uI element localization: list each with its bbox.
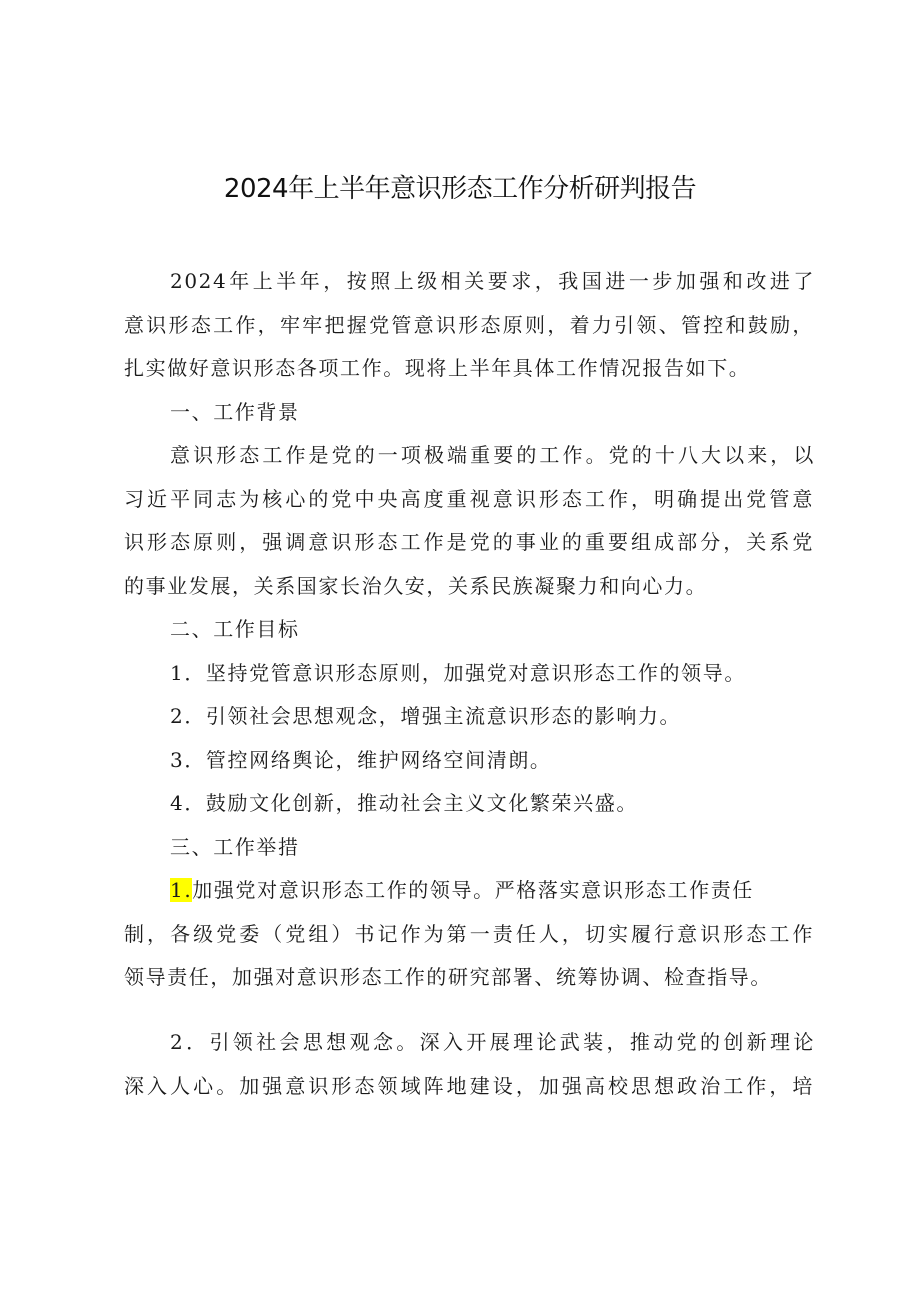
section-heading-measures: 三、工作举措: [170, 835, 300, 859]
measure-item-1-line-3: 领导责任，加强对意识形态工作的研究部署、统筹协调、检查指导。: [124, 965, 772, 989]
document-title: 2024年上半年意识形态工作分析研判报告: [223, 174, 697, 204]
highlighted-number: 1.: [170, 878, 193, 902]
section-heading-background: 一、工作背景: [170, 400, 300, 424]
background-line-3: 识形态原则，强调意识形态工作是党的事业的重要组成部分，关系党: [124, 530, 814, 554]
background-line-4: 的事业发展，关系国家长治久安，关系民族凝聚力和向心力。: [124, 574, 708, 598]
section-heading-goals: 二、工作目标: [170, 617, 300, 641]
measure-item-2-line-1: 2．引领社会思想观念。深入开展理论武装，推动党的创新理论: [170, 1030, 815, 1054]
intro-line-2: 意识形态工作，牢牢把握党管意识形态原则，着力引领、管控和鼓励，: [124, 313, 814, 337]
measure-item-2-line-2: 深入人心。加强意识形态领域阵地建设，加强高校思想政治工作，培: [124, 1074, 814, 1098]
background-line-2: 习近平同志为核心的党中央高度重视意识形态工作，明确提出党管意: [124, 487, 814, 511]
goal-item-4: 4．鼓励文化创新，推动社会主义文化繁荣兴盛。: [170, 791, 638, 815]
measure-item-1-line-2: 制，各级党委（党组）书记作为第一责任人，切实履行意识形态工作: [124, 922, 814, 946]
background-line-1: 意识形态工作是党的一项极端重要的工作。党的十八大以来，以: [170, 443, 815, 467]
measure-item-1-text: 加强党对意识形态工作的领导。严格落实意识形态工作责任: [192, 878, 754, 902]
intro-line-1: 2024年上半年，按照上级相关要求，我国进一步加强和改进了: [170, 269, 815, 293]
goal-item-2: 2．引领社会思想观念，增强主流意识形态的影响力。: [170, 704, 682, 728]
goal-item-3: 3．管控网络舆论，维护网络空间清朗。: [170, 748, 552, 772]
intro-line-3: 扎实做好意识形态各项工作。现将上半年具体工作情况报告如下。: [124, 356, 751, 380]
goal-item-1: 1．坚持党管意识形态原则，加强党对意识形态工作的领导。: [170, 661, 746, 685]
measure-item-1-line-1: [170, 870, 815, 910]
